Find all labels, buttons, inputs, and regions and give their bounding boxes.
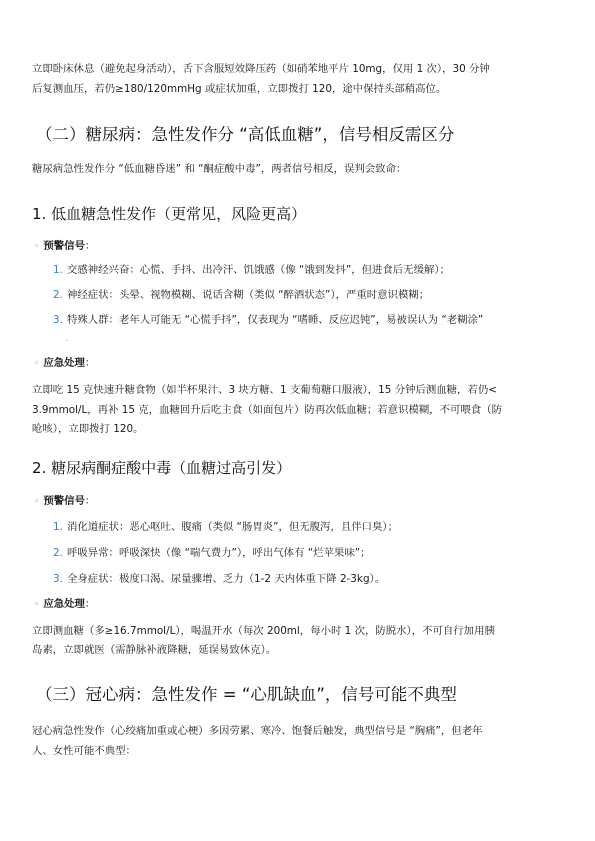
warning-signals-label: ◦ 预警信号： [34,240,96,252]
list-item: 3. 特殊人群：老年人可能无 “心慌手抖”，仅表现为 “嗜睡、反应迟钝”，易被误认为 “老糊涂” [53,314,484,326]
intro-line-2: 后复测血压，若仍≥180/120mmHg 或症状加重，立即拨打 120，途中保持头部稍高位。 [32,83,447,95]
list-item: 2. 呼吸异常：呼吸深快（像 “喘气费力”），呼出气体有 “烂苹果味”； [53,547,371,559]
section-2-heading: （二）糖尿病：急性发作分 “高低血糖”，信号相反需区分 [36,125,455,144]
list-item: 1. 交感神经兴奋：心慌、手抖、出冷汗、饥饿感（像 “饿到发抖”，但进食后无缓解）； [53,264,450,276]
subsection-1-heading: 1. 低血糖急性发作（更常见，风险更高） [32,205,307,223]
emergency-text-line-1: 立即吃 15 克快速升糖食物（如半杯果汁、3 块方糖、1 支葡萄糖口服液），15 分钟后测血糖，若仍< [32,384,497,396]
list-item: 1. 消化道症状：恶心呕吐、腹痛（类似 “肠胃炎”，但无腹泻，且伴口臭）； [53,521,398,533]
emergency-text-line-3: 呛咳），立即拨打 120。 [32,423,144,435]
emergency-text-line-2: 岛素，立即就医（需静脉补液降糖，延误易致休克）。 [32,644,277,656]
circle-bullet-icon: ◦ [34,497,40,507]
list-item: 2. 神经症状：头晕、视物模糊、说话含糊（类似 “醉酒状态”），严重时意识模糊； [53,289,430,301]
section-3-intro-line-2: 人、女性可能不典型： [32,745,136,757]
circle-bullet-icon: ◦ [34,359,40,369]
section-3-heading: （三）冠心病：急性发作 = “心肌缺血”，信号可能不典型 [36,685,457,704]
emergency-text-line-1: 立即测血糖（多≥16.7mmol/L），喝温开水（每次 200ml，每小时 1 次，防脱水），不可自行加用胰 [32,625,495,637]
section-2-intro: 糖尿病急性发作分 “低血糖昏迷” 和 “酮症酸中毒”，两者信号相反，误判会致命： [32,163,407,175]
warning-signals-label: ◦ 预警信号： [34,495,96,507]
subsection-2-heading: 2. 糖尿病酮症酸中毒（血糖过高引发） [32,459,292,477]
list-item: 3. 全身症状：极度口渴、尿量骤增、乏力（1-2 天内体重下降 2-3kg）。 [53,573,386,585]
intro-line-1: 立即卧床休息（避免起身活动），舌下含服短效降压药（如硝苯地平片 10mg，仅用 1 次），30 分钟 [32,63,490,75]
circle-bullet-icon: ◦ [34,600,40,610]
trailing-dot: . [66,335,69,343]
section-3-intro-line-1: 冠心病急性发作（心绞痛加重或心梗）多因劳累、寒冷、饱餐后触发，典型信号是 “胸痛”，但老年 [32,725,483,737]
circle-bullet-icon: ◦ [34,242,40,252]
emergency-handling-label: ◦ 应急处理： [34,357,96,369]
emergency-text-line-2: 3.9mmol/L，再补 15 克，血糖回升后吃主食（如面包片）防再次低血糖；若意识模糊，不可喂食（防 [32,404,502,416]
emergency-handling-label: ◦ 应急处理： [34,598,96,610]
